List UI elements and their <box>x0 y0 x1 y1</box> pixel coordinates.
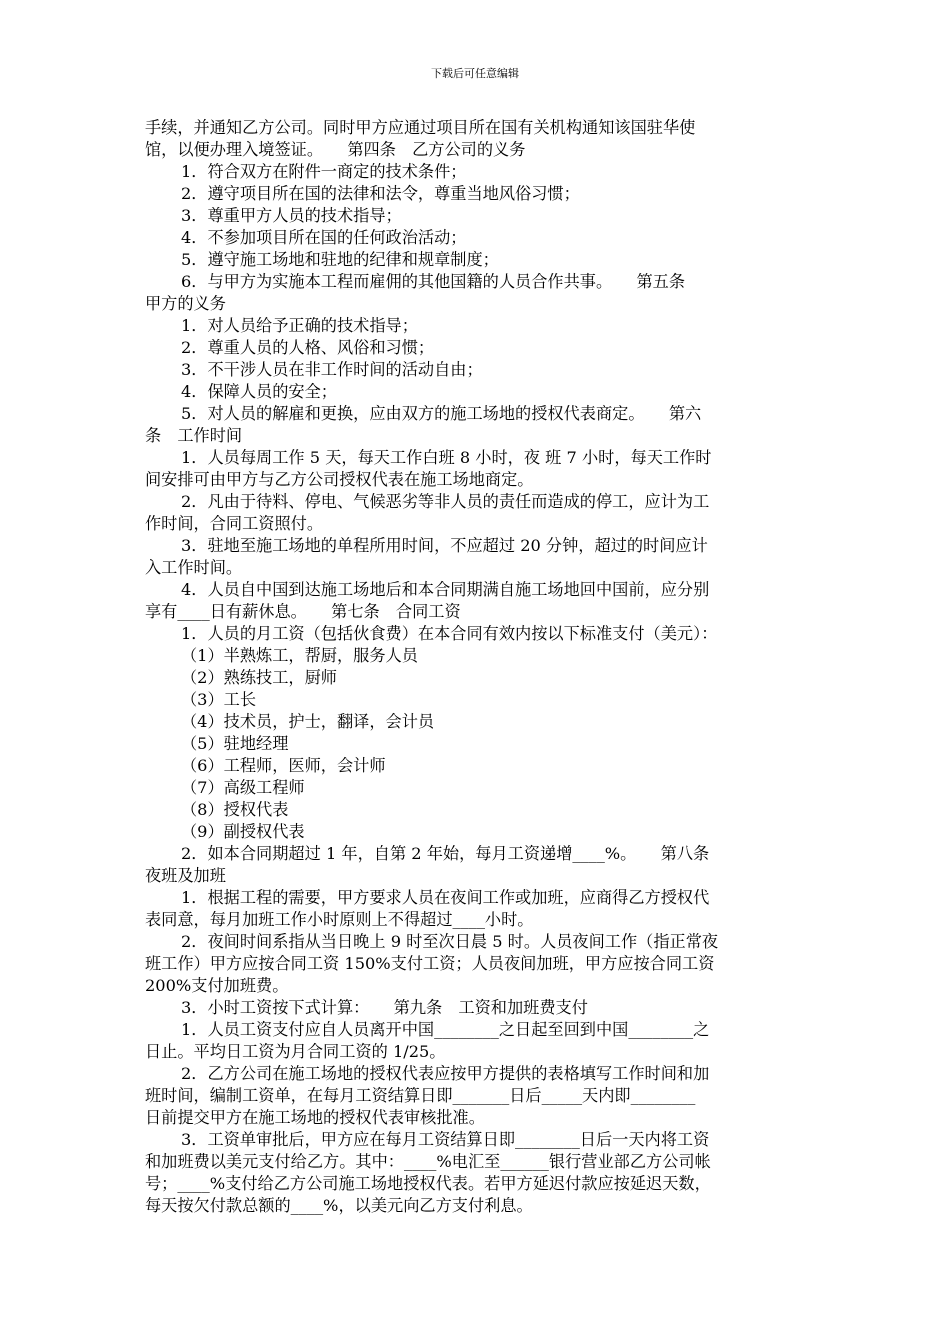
text-line: （9）副授权代表 <box>181 822 305 841</box>
text-line: 1．对人员给予正确的技术指导； <box>181 316 418 335</box>
text-line: 和加班费以美元支付给乙方。其中：____%电汇至______银行营业部乙方公司帐 <box>145 1152 711 1171</box>
text-line: 3．工资单审批后，甲方应在每月工资结算日即________日后一天内将工资 <box>181 1130 710 1149</box>
text-line: 手续，并通知乙方公司。同时甲方应通过项目所在国有关机构通知该国驻华使 <box>145 118 696 137</box>
text-line: （4）技术员，护士，翻译，会计员 <box>181 712 435 731</box>
text-line: （3）工长 <box>181 690 257 709</box>
text-line: 2．遵守项目所在国的法律和法令，尊重当地风俗习惯； <box>181 184 580 203</box>
text-line: 1．根据工程的需要，甲方要求人员在夜间工作或加班，应商得乙方授权代 <box>181 888 710 907</box>
document-body <box>145 117 815 1217</box>
text-line: 200%支付加班费。 <box>145 976 289 995</box>
text-line: 表同意，每月加班工作小时原则上不得超过____小时。 <box>145 910 534 929</box>
text-line: 2．夜间时间系指从当日晚上 9 时至次日晨 5 时。人员夜间工作（指正常夜 <box>181 932 719 951</box>
text-line: 5．对人员的解雇和更换，应由双方的施工场地的授权代表商定。 第六 <box>181 404 702 423</box>
text-line: （1）半熟炼工，帮厨，服务人员 <box>181 646 418 665</box>
text-line: 6．与甲方为实施本工程而雇佣的其他国籍的人员合作共事。 第五条 <box>181 272 686 291</box>
text-line: 3．小时工资按下式计算： 第九条 工资和加班费支付 <box>181 998 588 1017</box>
text-line: 间安排可由甲方与乙方公司授权代表在施工场地商定。 <box>145 470 534 489</box>
text-line: 号；____%支付给乙方公司施工场地授权代表。若甲方延迟付款应按延迟天数， <box>145 1174 711 1193</box>
text-line: 3．尊重甲方人员的技术指导； <box>181 206 402 225</box>
text-line: 5．遵守施工场地和驻地的纪律和规章制度； <box>181 250 499 269</box>
text-line: 4．人员自中国到达施工场地后和本合同期满自施工场地回中国前，应分别 <box>181 580 710 599</box>
text-line: 1．人员每周工作 5 天，每天工作白班 8 小时，夜 班 7 小时，每天工作时 <box>181 448 712 467</box>
text-line: 1．人员的月工资（包括伙食费）在本合同有效内按以下标准支付（美元）： <box>181 624 718 643</box>
text-line: 4．保障人员的安全； <box>181 382 337 401</box>
text-line: （6）工程师，医师，会计师 <box>181 756 386 775</box>
text-line: 2．凡由于待料、停电、气候恶劣等非人员的责任而造成的停工，应计为工 <box>181 492 710 511</box>
text-line: 1．符合双方在附件一商定的技术条件； <box>181 162 467 181</box>
text-line: 1．人员工资支付应自人员离开中国________之日起至回到中国________之 <box>181 1020 710 1039</box>
text-line: 享有____日有薪休息。 第七条 合同工资 <box>145 602 461 621</box>
text-line: 班时间，编制工资单，在每月工资结算日即_______日后_____天内即________ <box>145 1086 696 1105</box>
text-line: 3．驻地至施工场地的单程所用时间，不应超过 20 分钟，超过的时间应计 <box>181 536 708 555</box>
text-line: （2）熟练技工，厨师 <box>181 668 337 687</box>
text-line: 馆，以便办理入境签证。 第四条 乙方公司的义务 <box>145 140 526 159</box>
text-line: 日止。平均日工资为月合同工资的 1/25。 <box>145 1042 446 1061</box>
text-line: 每天按欠付款总额的____%，以美元向乙方支付利息。 <box>145 1196 533 1215</box>
text-line: 条 工作时间 <box>145 426 243 445</box>
text-line: 入工作时间。 <box>145 558 243 577</box>
text-line: 班工作）甲方应按合同工资 150%支付工资；人员夜间加班，甲方应按合同工资 <box>145 954 715 973</box>
text-line: 甲方的义务 <box>145 294 226 313</box>
text-line: 作时间，合同工资照付。 <box>145 514 324 533</box>
page-header: 下载后可任意编辑 <box>431 67 519 80</box>
text-line: 4．不参加项目所在国的任何政治活动； <box>181 228 467 247</box>
text-line: （8）授权代表 <box>181 800 289 819</box>
text-line: 2．尊重人员的人格、风俗和习惯； <box>181 338 435 357</box>
text-line: 3．不干涉人员在非工作时间的活动自由； <box>181 360 483 379</box>
text-line: 2．如本合同期超过 1 年，自第 2 年始，每月工资递增____%。 第八条 <box>181 844 710 863</box>
text-line: （7）高级工程师 <box>181 778 305 797</box>
text-line: 夜班及加班 <box>145 866 226 885</box>
text-line: （5）驻地经理 <box>181 734 289 753</box>
text-line: 日前提交甲方在施工场地的授权代表审核批准。 <box>145 1108 485 1127</box>
text-line: 2．乙方公司在施工场地的授权代表应按甲方提供的表格填写工作时间和加 <box>181 1064 710 1083</box>
